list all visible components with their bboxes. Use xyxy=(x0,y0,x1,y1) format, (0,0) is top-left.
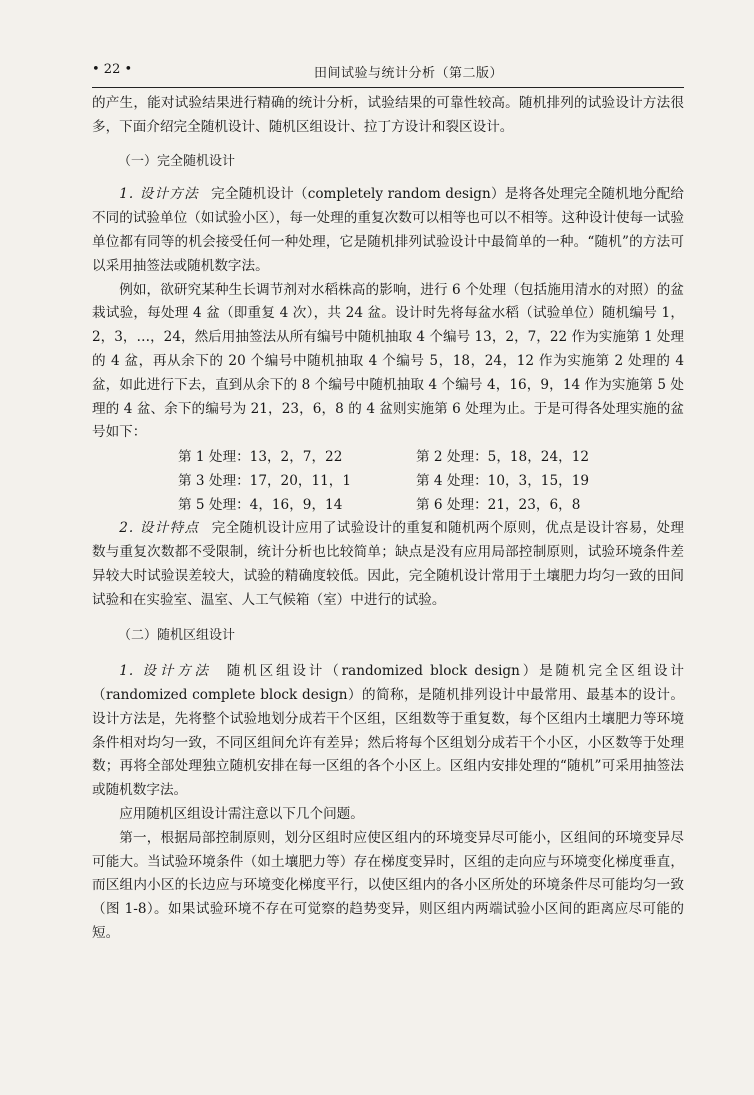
treatment-table xyxy=(178,445,684,517)
treatment-cell: 第 1 处理：13，2，7，22 xyxy=(178,449,343,466)
note-paragraph: 应用随机区组设计需注意以下几个问题。 xyxy=(119,805,364,822)
page-header xyxy=(92,62,682,86)
treatment-row xyxy=(178,493,684,517)
section-heading-1: （一）完全随机设计 xyxy=(118,153,236,169)
method-text-1: 完全随机设计（completely random design）是将各处理完全随机地分配给不同的试验单位（如试验小区），每一处理的重复次数可以相等也可以不相等。这种设计使每一试验单位都有同等的机会接受任何一种处理，它是随机排列试验设计中最简单的一种。“随机”的方法可以采用抽签法或随机数字法。 xyxy=(92,186,684,274)
page-number: • 22 • xyxy=(92,62,133,77)
method-label-2: 1. 设计方法 xyxy=(119,663,212,680)
feature-label: 2. 设计特点 xyxy=(119,520,200,537)
first-point-paragraph: 第一，根据局部控制原则，划分区组时应使区组内的环境变异尽可能小，区组间的环境变异尽可能大。当试验环境条件（如土壤肥力等）存在梯度变异时，区组的走向应与环境变化梯度垂直，而区组内小区的长边应与环境变化梯度平行，以使区组内的各小区所处的环境条件尽可能均匀一致（图 1-8）。如果试验环境不存在可觉察的趋势变异，则区组内两端试验小区间的距离应尽可能的短。 xyxy=(92,829,684,941)
header-rule xyxy=(92,87,684,88)
example-paragraph: 例如，欲研究某种生长调节剂对水稻株高的影响，进行 6 个处理（包括施用清水的对照）的盆栽试验，每处理 4 盆（即重复 4 次），共 24 盆。设计时先将每盆水稻（试验单位）随机编号 1，2，3，…，24，然后用抽签法从所有编号中随机抽取 4 个编号 13，2，7，22 作为实施第 1 处理的 4 盆，再从余下的 20 个编号中随机抽取 4 个编号 5，18，24，12 作为实施第 2 处理的 4 盆，如此进行下去，直到从余下的 8 个编号中随机抽取 4 个编号 4，16，9，14 作为实施第 5 处理的 4 盆、余下的编号为 21，23，6，8 的 4 盆则实施第 6 处理为止。于是可得各处理实施的盆号如下： xyxy=(92,281,684,441)
intro-paragraph: 的产生，能对试验结果进行精确的统计分析，试验结果的可靠性较高。随机排列的试验设计方法很多，下面介绍完全随机设计、随机区组设计、拉丁方设计和裂区设计。 xyxy=(92,95,684,135)
section-heading-2: （二）随机区组设计 xyxy=(118,628,236,644)
feature-text: 完全随机设计应用了试验设计的重复和随机两个原则，优点是设计容易，处理数与重复次数都不受限制，统计分析也比较简单；缺点是没有应用局部控制原则，试验环境条件差异较大时试验误差较大，试验的精确度较低。因此，完全随机设计常用于土壤肥力均匀一致的田间试验和在实验室、温室、人工气候箱（室）中进行的试验。 xyxy=(92,520,684,608)
treatment-row xyxy=(178,469,684,493)
method-paragraph-2 xyxy=(92,660,684,803)
treatment-row xyxy=(178,445,684,469)
running-title: 田间试验与统计分析（第二版） xyxy=(314,66,504,81)
treatment-cell: 第 4 处理：10，3，15，19 xyxy=(416,473,589,490)
treatment-cell: 第 6 处理：21，23，6，8 xyxy=(416,497,581,514)
method-paragraph-1 xyxy=(92,183,684,278)
page-body xyxy=(92,92,684,946)
method-text-2: 随机区组设计（randomized block design）是随机完全区组设计（randomized complete block design）的简称，是随机排列设计中最常用、最基本的设计。设计方法是，先将整个试验地划分成若干个区组，区组数等于重复数，每个区组内土壤肥力等环境条件相对均匀一致，不同区组间允许有差异；然后将每个区组划分成若干个小区，小区数等于处理数；再将全部处理独立随机安排在每一区组的各个小区上。区组内安排处理的“随机”可采用抽签法或随机数字法。 xyxy=(92,663,684,799)
method-label-1: 1. 设计方法 xyxy=(119,186,199,203)
treatment-cell: 第 5 处理：4，16，9，14 xyxy=(178,497,343,514)
treatment-cell: 第 3 处理：17，20，11，1 xyxy=(178,473,351,490)
feature-paragraph xyxy=(92,517,684,612)
treatment-cell: 第 2 处理：5，18，24，12 xyxy=(416,449,589,466)
